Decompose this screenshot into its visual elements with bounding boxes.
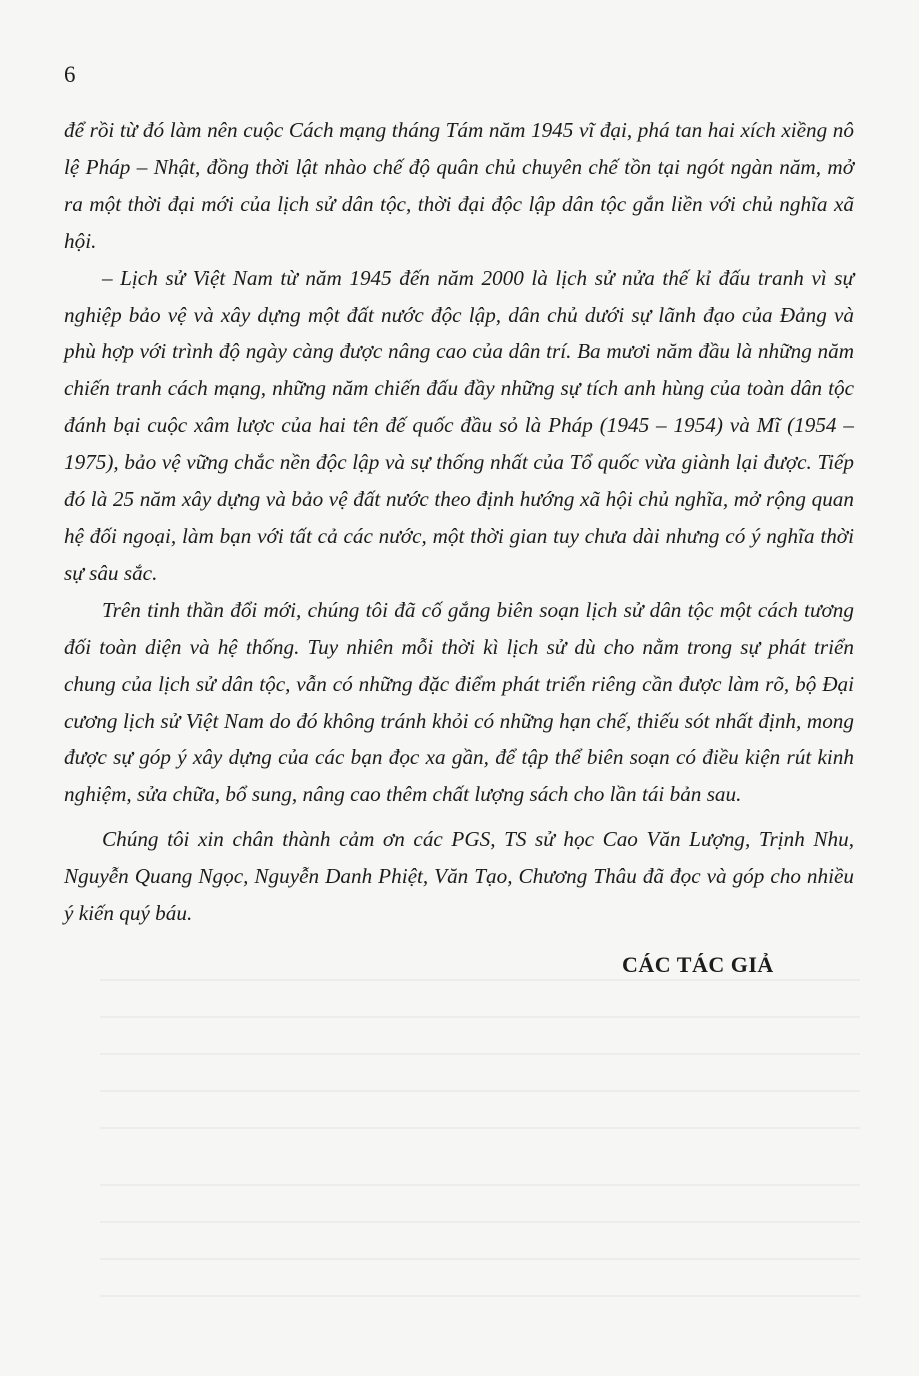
paragraph-renewal-spirit: Trên tinh thần đổi mới, chúng tôi đã cố gắng biên soạn lịch sử dân tộc một cách tương đối toàn diện và hệ thống. Tuy nhiên mỗi thời kì lịch sử dù cho nằm trong sự phát triển chung của lịch sử dân tộc, vẫn có những đặc điểm phát triển riêng cần được làm rõ, bộ Đại cương lịch sử Việt Nam do đó không tránh khỏi có những hạn chế, thiếu sót nhất định, mong được sự góp ý xây dựng của các bạn đọc xa gần, để tập thể biên soạn có điều kiện rút kinh nghiệm, sửa chữa, bổ sung, nâng cao thêm chất lượng sách cho lần tái bản sau. bbox=[64, 597, 854, 807]
authors-signature: CÁC TÁC GIẢ bbox=[622, 952, 774, 977]
body-text bbox=[64, 112, 854, 940]
page-number: 6 bbox=[64, 62, 76, 87]
paragraph-history-1945-2000: – Lịch sử Việt Nam từ năm 1945 đến năm 2000 là lịch sử nửa thế kỉ đấu tranh vì sự nghiệp bảo vệ và xây dựng một đất nước độc lập, dân chủ dưới sự lãnh đạo của Đảng và phù hợp với trình độ ngày càng được nâng cao của dân trí. Ba mươi năm đầu là những năm chiến tranh cách mạng, những năm chiến đấu đầy những sự tích anh hùng của toàn dân tộc đánh bại cuộc xâm lược của hai tên đế quốc đầu sỏ là Pháp (1945 – 1954) và Mĩ (1954 – 1975), bảo vệ vững chắc nền độc lập và sự thống nhất của Tổ quốc vừa giành lại được. Tiếp đó là 25 năm xây dựng và bảo vệ đất nước theo định hướng xã hội chủ nghĩa, mở rộng quan hệ đối ngoại, làm bạn với tất cả các nước, một thời gian tuy chưa dài nhưng có ý nghĩa thời sự sâu sắc. bbox=[64, 265, 854, 585]
paragraph-continuation: để rồi từ đó làm nên cuộc Cách mạng tháng Tám năm 1945 vĩ đại, phá tan hai xích xiềng nô lệ Pháp – Nhật, đồng thời lật nhào chế độ quân chủ chuyên chế tồn tại ngót ngàn năm, mở ra một thời đại mới của lịch sử dân tộc, thời đại độc lập dân tộc gắn liền với chủ nghĩa xã hội. bbox=[64, 118, 854, 253]
paragraph-acknowledgements: Chúng tôi xin chân thành cảm ơn các PGS, TS sử học Cao Văn Lượng, Trịnh Nhu, Nguyễn Quang Ngọc, Nguyễn Danh Phiệt, Văn Tạo, Chương Thâu đã đọc và góp cho nhiều ý kiến quý báu. bbox=[64, 827, 854, 926]
